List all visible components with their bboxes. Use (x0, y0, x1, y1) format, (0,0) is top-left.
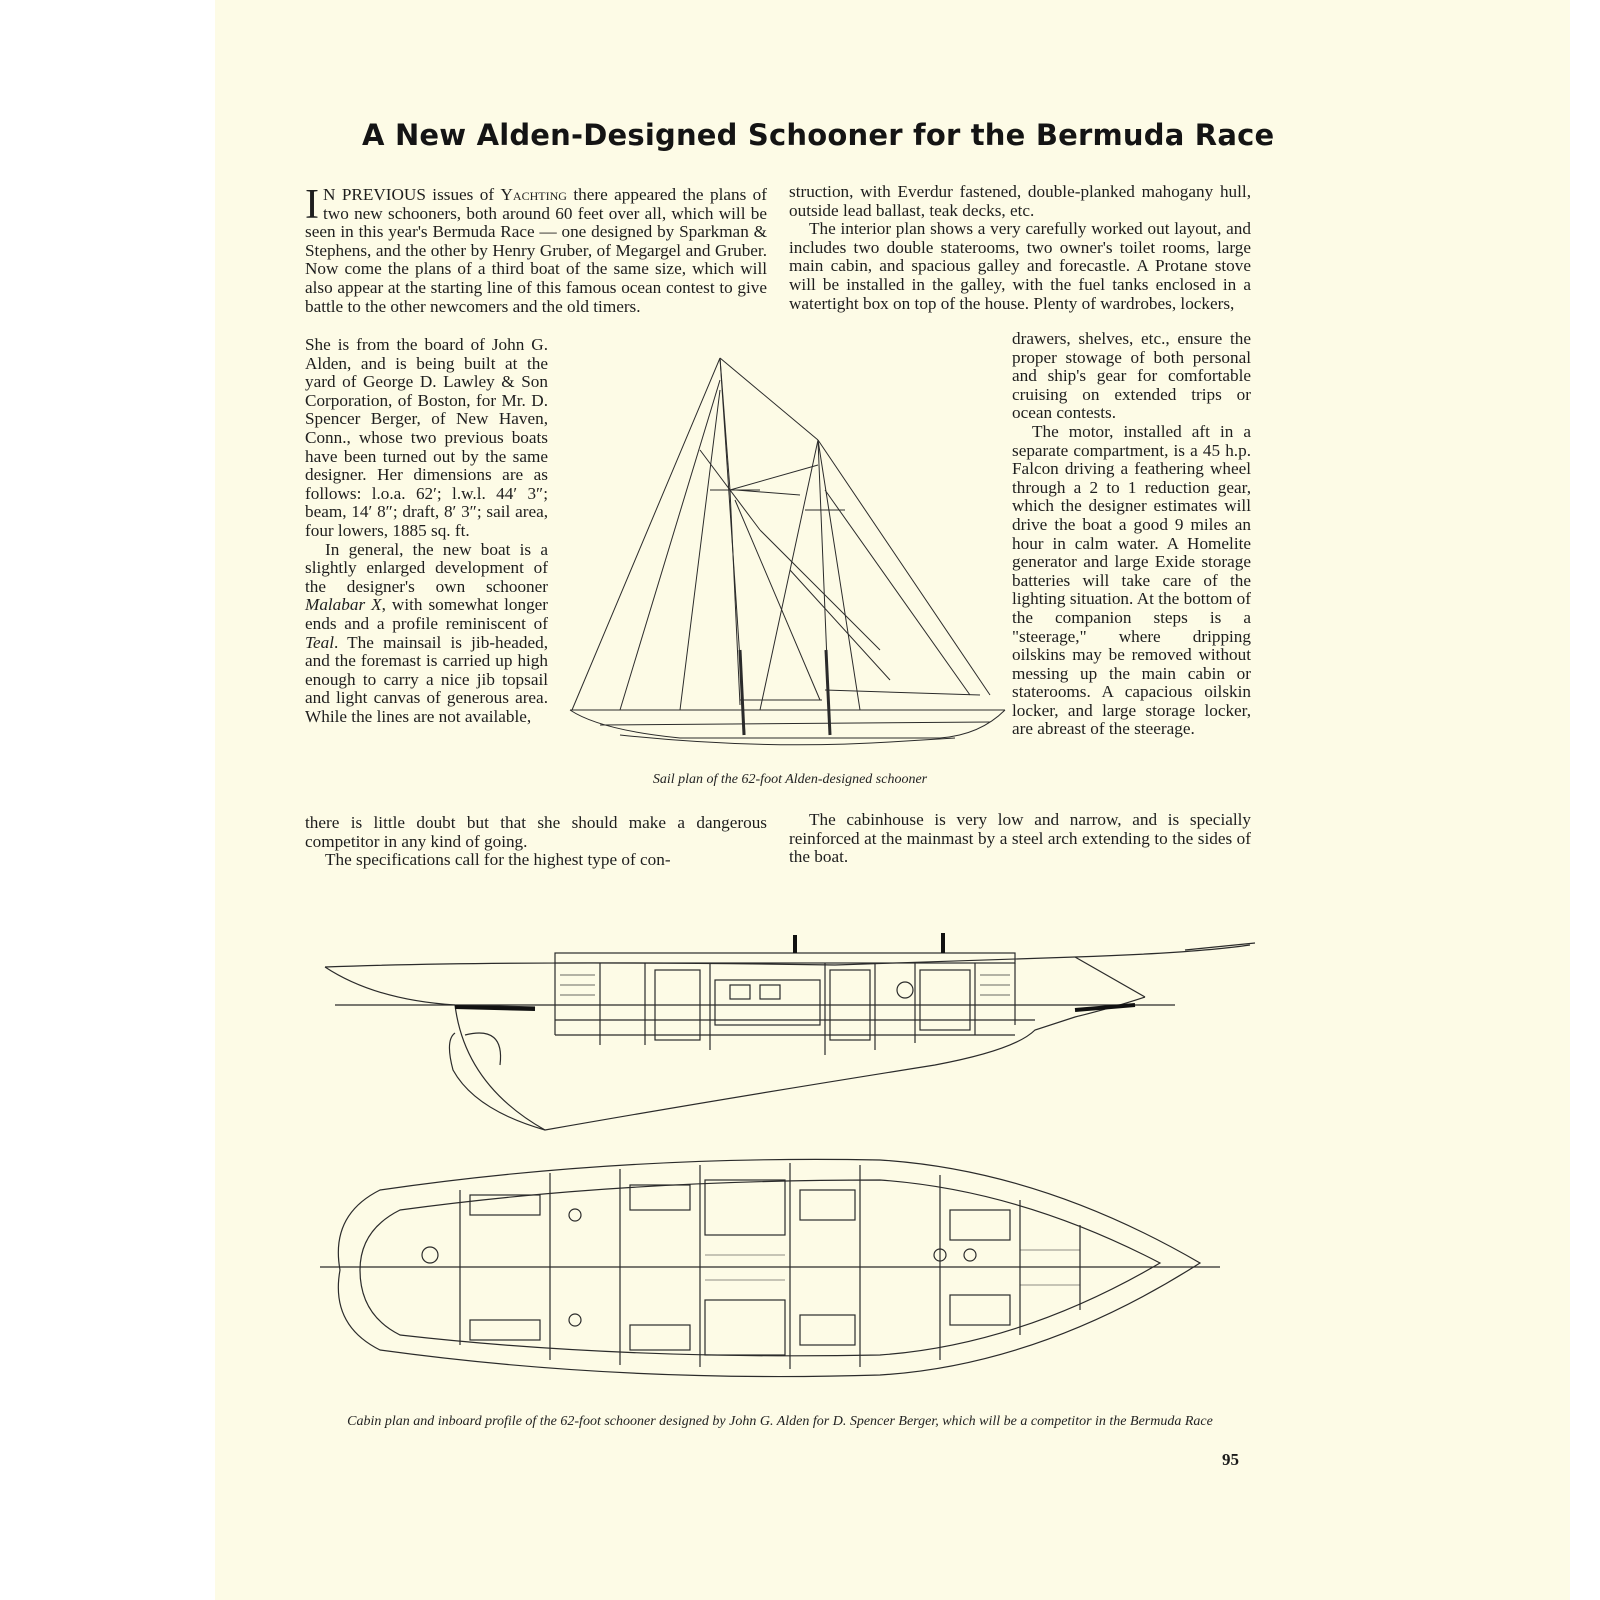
magazine-name: Yachting (500, 185, 567, 204)
para3-b: , with somewhat longer ends and a profile reminiscent of (305, 595, 549, 633)
para-motor: The motor, installed aft in a separate compartment, is a 45 h.p. Falcon driving a feathering wheel through a 2 to 1 reduction gear, which the designer estimates will drive the boat a good 9 miles an hour in calm water. A Homelite generator and large Exide storage batteries will take care of the lighting situation. At the bottom of the companion steps is a "steerage," where dripping oilskins may be removed without messing up the main cabin or staterooms. A capacious oilskin locker, and large storage locker, are abreast of the steerage. (1012, 421, 1251, 739)
para3-wide: there is little doubt but that she should make a dangerous competitor in any kind of going. (305, 813, 767, 851)
cabin-plan-drawing (320, 1155, 1220, 1385)
article-col1-bottom (305, 814, 767, 870)
article-narrow-col1 (305, 336, 548, 726)
para-malabar (305, 541, 548, 727)
intro-text-b: there appeared the plans of two new schooners, both around 60 feet over all, which will be seen in this year's Bermuda Race — one designed by Sparkman & Stephens, and the other by Henry Gruber, of Megargel and Gruber. Now come the plans of a third boat of the same size, which will also appear at the starting line of this famous ocean contest to give battle to the other newcomers and the old timers. (305, 185, 767, 316)
inboard-profile-drawing (315, 925, 1265, 1145)
para-interior-a: The interior plan shows a very carefully worked out layout, and includes two double staterooms, two owner's toilet rooms, large main cabin, and spacious galley and forecastle. A Protane stove will be installed in the galley, with the fuel tanks enclosed in a watertight box on top of the house. Plenty of wardrobes, lockers, (789, 219, 1251, 313)
article-narrow-col2 (1012, 330, 1251, 739)
sail-plan-drawing (560, 350, 1020, 770)
para-interior-b: drawers, shelves, etc., ensure the proper stowage of both personal and ship's gear for comfortable cruising on extended trips or ocean contests. (1012, 329, 1251, 423)
cabin-plan-caption: Cabin plan and inboard profile of the 62-foot schooner designed by John G. Alden for D. Spencer Berger, which will be a competitor in the Bermuda Race (347, 1414, 1213, 1429)
drop-cap: I (305, 182, 319, 228)
article-intro (305, 182, 767, 316)
para-construction: struction, with Everdur fastened, double-planked mahogany hull, outside lead ballast, teak decks, etc. (789, 182, 1251, 220)
para3-c: . The mainsail is jib-headed, and the foremast is carried up high enough to carry a nice jib topsail and light canvas of generous area. While the lines are not available, (305, 632, 548, 726)
page-title: A New Alden-Designed Schooner for the Bermuda Race (362, 118, 1275, 152)
para3-a: In general, the new boat is a slightly enlarged development of the designer's own schooner (305, 539, 548, 596)
article-col2-top (789, 183, 1251, 313)
para-specifications: The specifications call for the highest type of con- (325, 850, 671, 870)
boat-name-malabar: Malabar X (305, 595, 382, 615)
para-builder: She is from the board of John G. Alden, and is being built at the yard of George D. Lawley & Son Corporation, of Boston, for Mr. D. Spencer Berger, of New Haven, Conn., whose two previous boats have been turned out by the same designer. Her dimensions are as follows: l.o.a. 62′; l.w.l. 44′ 3″; beam, 14′ 8″; draft, 8′ 3″; sail area, four lowers, 1885 sq. ft. (305, 335, 548, 540)
page-number: 95 (1222, 1450, 1239, 1469)
article-col2-bottom (789, 811, 1251, 867)
intro-text-a: N PREVIOUS issues of (323, 185, 501, 204)
boat-name-teal: Teal (305, 632, 334, 652)
para-cabinhouse: The cabinhouse is very low and narrow, and is specially reinforced at the mainmast by a steel arch extending to the sides of the boat. (789, 810, 1251, 867)
sail-plan-caption: Sail plan of the 62-foot Alden-designed schooner (652, 772, 928, 787)
